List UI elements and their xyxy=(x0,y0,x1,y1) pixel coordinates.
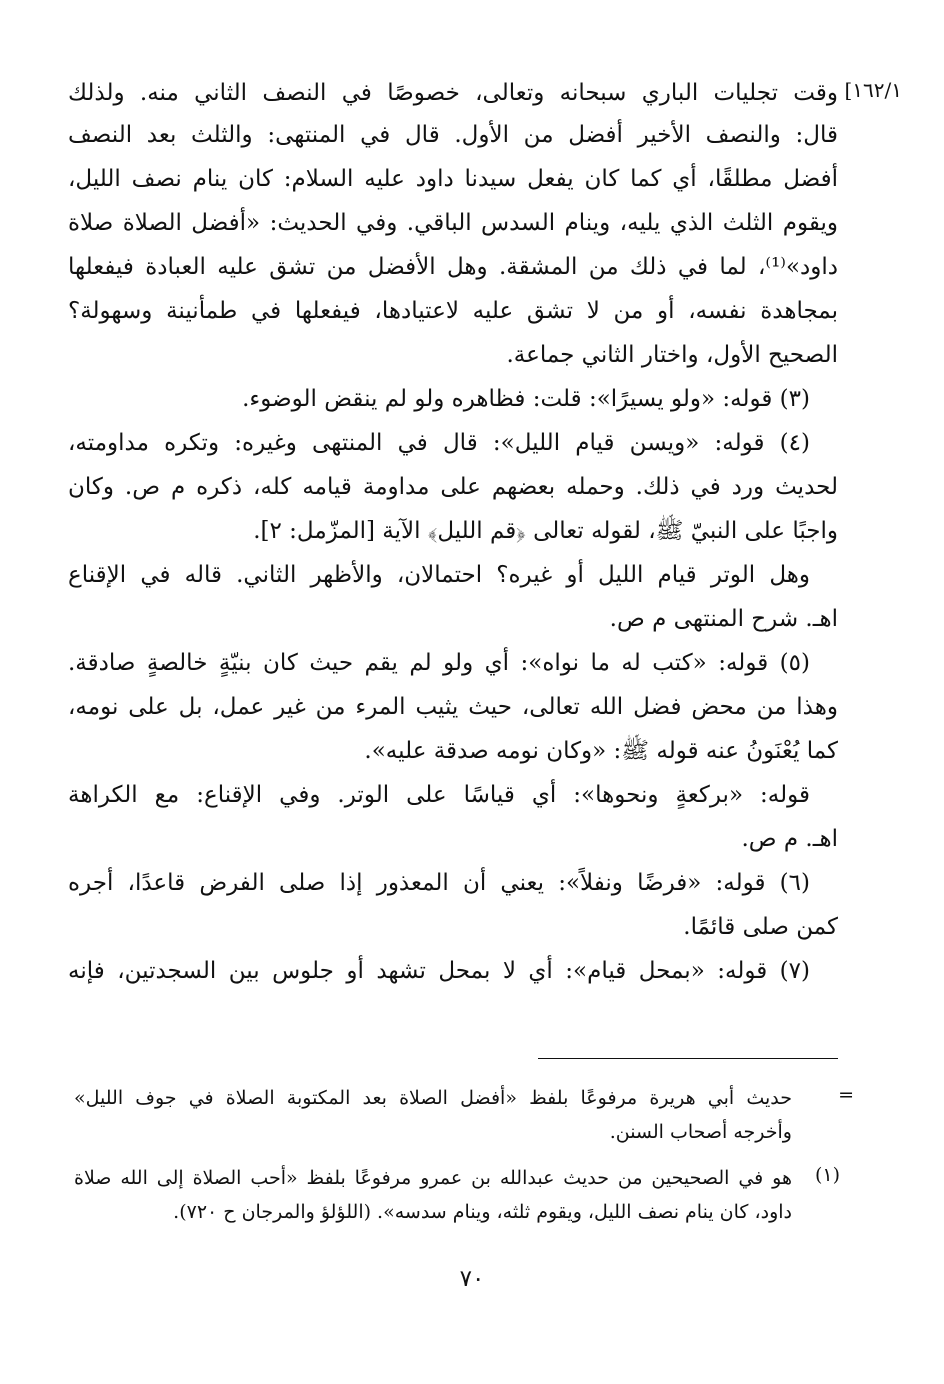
footnote-cont-line-2: وأخرجه أصحاب السنن. xyxy=(609,1121,792,1143)
body-line-16: كما يُعْنَونُ عنه قوله ﷺ: «وكان نومه صدقة عليه». xyxy=(364,738,838,764)
body-line-2: قال: والنصف الأخير أفضل من الأول. قال في المنتهى: والثلث بعد النصف xyxy=(68,122,838,148)
body-line-3: أفضل مطلقًا، أي كما كان يفعل سيدنا داود عليه السلام: كان ينام نصف الليل، xyxy=(68,166,838,192)
body-line-19: (٦) قوله: «فرضًا ونفلاً»: يعني أن المعذور إذا صلى الفرض قاعدًا، أجره xyxy=(68,870,810,896)
body-line-8: (٣) قوله: «ولو يسيرًا»: قلت: فظاهره ولو لم ينقض الوضوء. xyxy=(242,386,810,412)
body-line-18: اهـ. م ص. xyxy=(741,826,838,852)
footnote-1-marker: (١) xyxy=(814,1164,840,1186)
body-line-4: ويقوم الثلث الذي يليه، وينام السدس الباقي. وفي الحديث: «أفضل الصلاة صلاة xyxy=(68,210,838,236)
body-line-1: وقت تجليات الباري سبحانه وتعالى، خصوصًا في النصف الثاني منه. ولذلك xyxy=(68,80,838,106)
body-line-21: (٧) قوله: «بمحل قيام»: أي لا بمحل تشهد أو جلوس بين السجدتين، فإنه xyxy=(68,958,810,984)
page-reference-marker: [١٦٢/١ xyxy=(844,78,902,102)
body-line-20: كمن صلى قائمًا. xyxy=(683,914,838,940)
body-line-17: قوله: «بركعةٍ ونحوها»: أي قياسًا على الوتر. وفي الإقناع: مع الكراهة xyxy=(68,782,810,808)
body-line-10: لحديث ورد في ذلك. وحمله بعضهم على مداومة قيامه كله، ذكره م ص. وكان xyxy=(68,474,838,500)
footnote-1-line-2: داود، كان ينام نصف الليل، ويقوم ثلثه، وينام سدسه». (اللؤلؤ والمرجان ح ٧٢٠). xyxy=(173,1201,792,1223)
body-line-9: (٤) قوله: «ويسن قيام الليل»: قال في المنتهى وغيره: وتكره مداومته، xyxy=(68,430,810,456)
body-line-12: وهل الوتر قيام الليل أو غيره؟ احتمالان، والأظهر الثاني. قاله في الإقناع xyxy=(68,562,810,588)
footnote-continuation-marker: = xyxy=(838,1084,854,1106)
page-number: ٧٠ xyxy=(459,1266,485,1292)
body-line-11: واجبًا على النبيّ ﷺ، لقوله تعالى ﴿قم الليل﴾ الآية [المزّمل: ٢]. xyxy=(253,518,838,544)
body-line-6: بمجاهدة نفسه، أو من لا تشق عليه لاعتيادها، فيفعلها في طمأنينة وسهولة؟ xyxy=(68,298,838,324)
body-line-7: الصحيح الأول، واختار الثاني جماعة. xyxy=(506,342,838,368)
footnote-cont-line-1: حديث أبي هريرة مرفوعًا بلفظ «أفضل الصلاة بعد المكتوبة الصلاة في جوف الليل» xyxy=(74,1087,792,1109)
body-line-14: (٥) قوله: «كتب له ما نواه»: أي ولو لم يقم حيث كان بنيّةٍ خالصةٍ صادقة. xyxy=(68,650,810,676)
body-line-13: اهـ. شرح المنتهى م ص. xyxy=(609,606,838,632)
footnote-separator xyxy=(538,1058,838,1059)
body-line-15: وهذا من محض فضل الله تعالى، حيث يثيب المرء من غير عمل، بل على نومه، xyxy=(68,694,838,720)
body-line-5: داود»⁽¹⁾، لما في ذلك من المشقة. وهل الأفضل من تشق عليه العبادة فيفعلها xyxy=(68,254,838,280)
footnote-1-line-1: هو في الصحيحين من حديث عبدالله بن عمرو مرفوعًا بلفظ «أحب الصلاة إلى الله صلاة xyxy=(74,1167,792,1189)
